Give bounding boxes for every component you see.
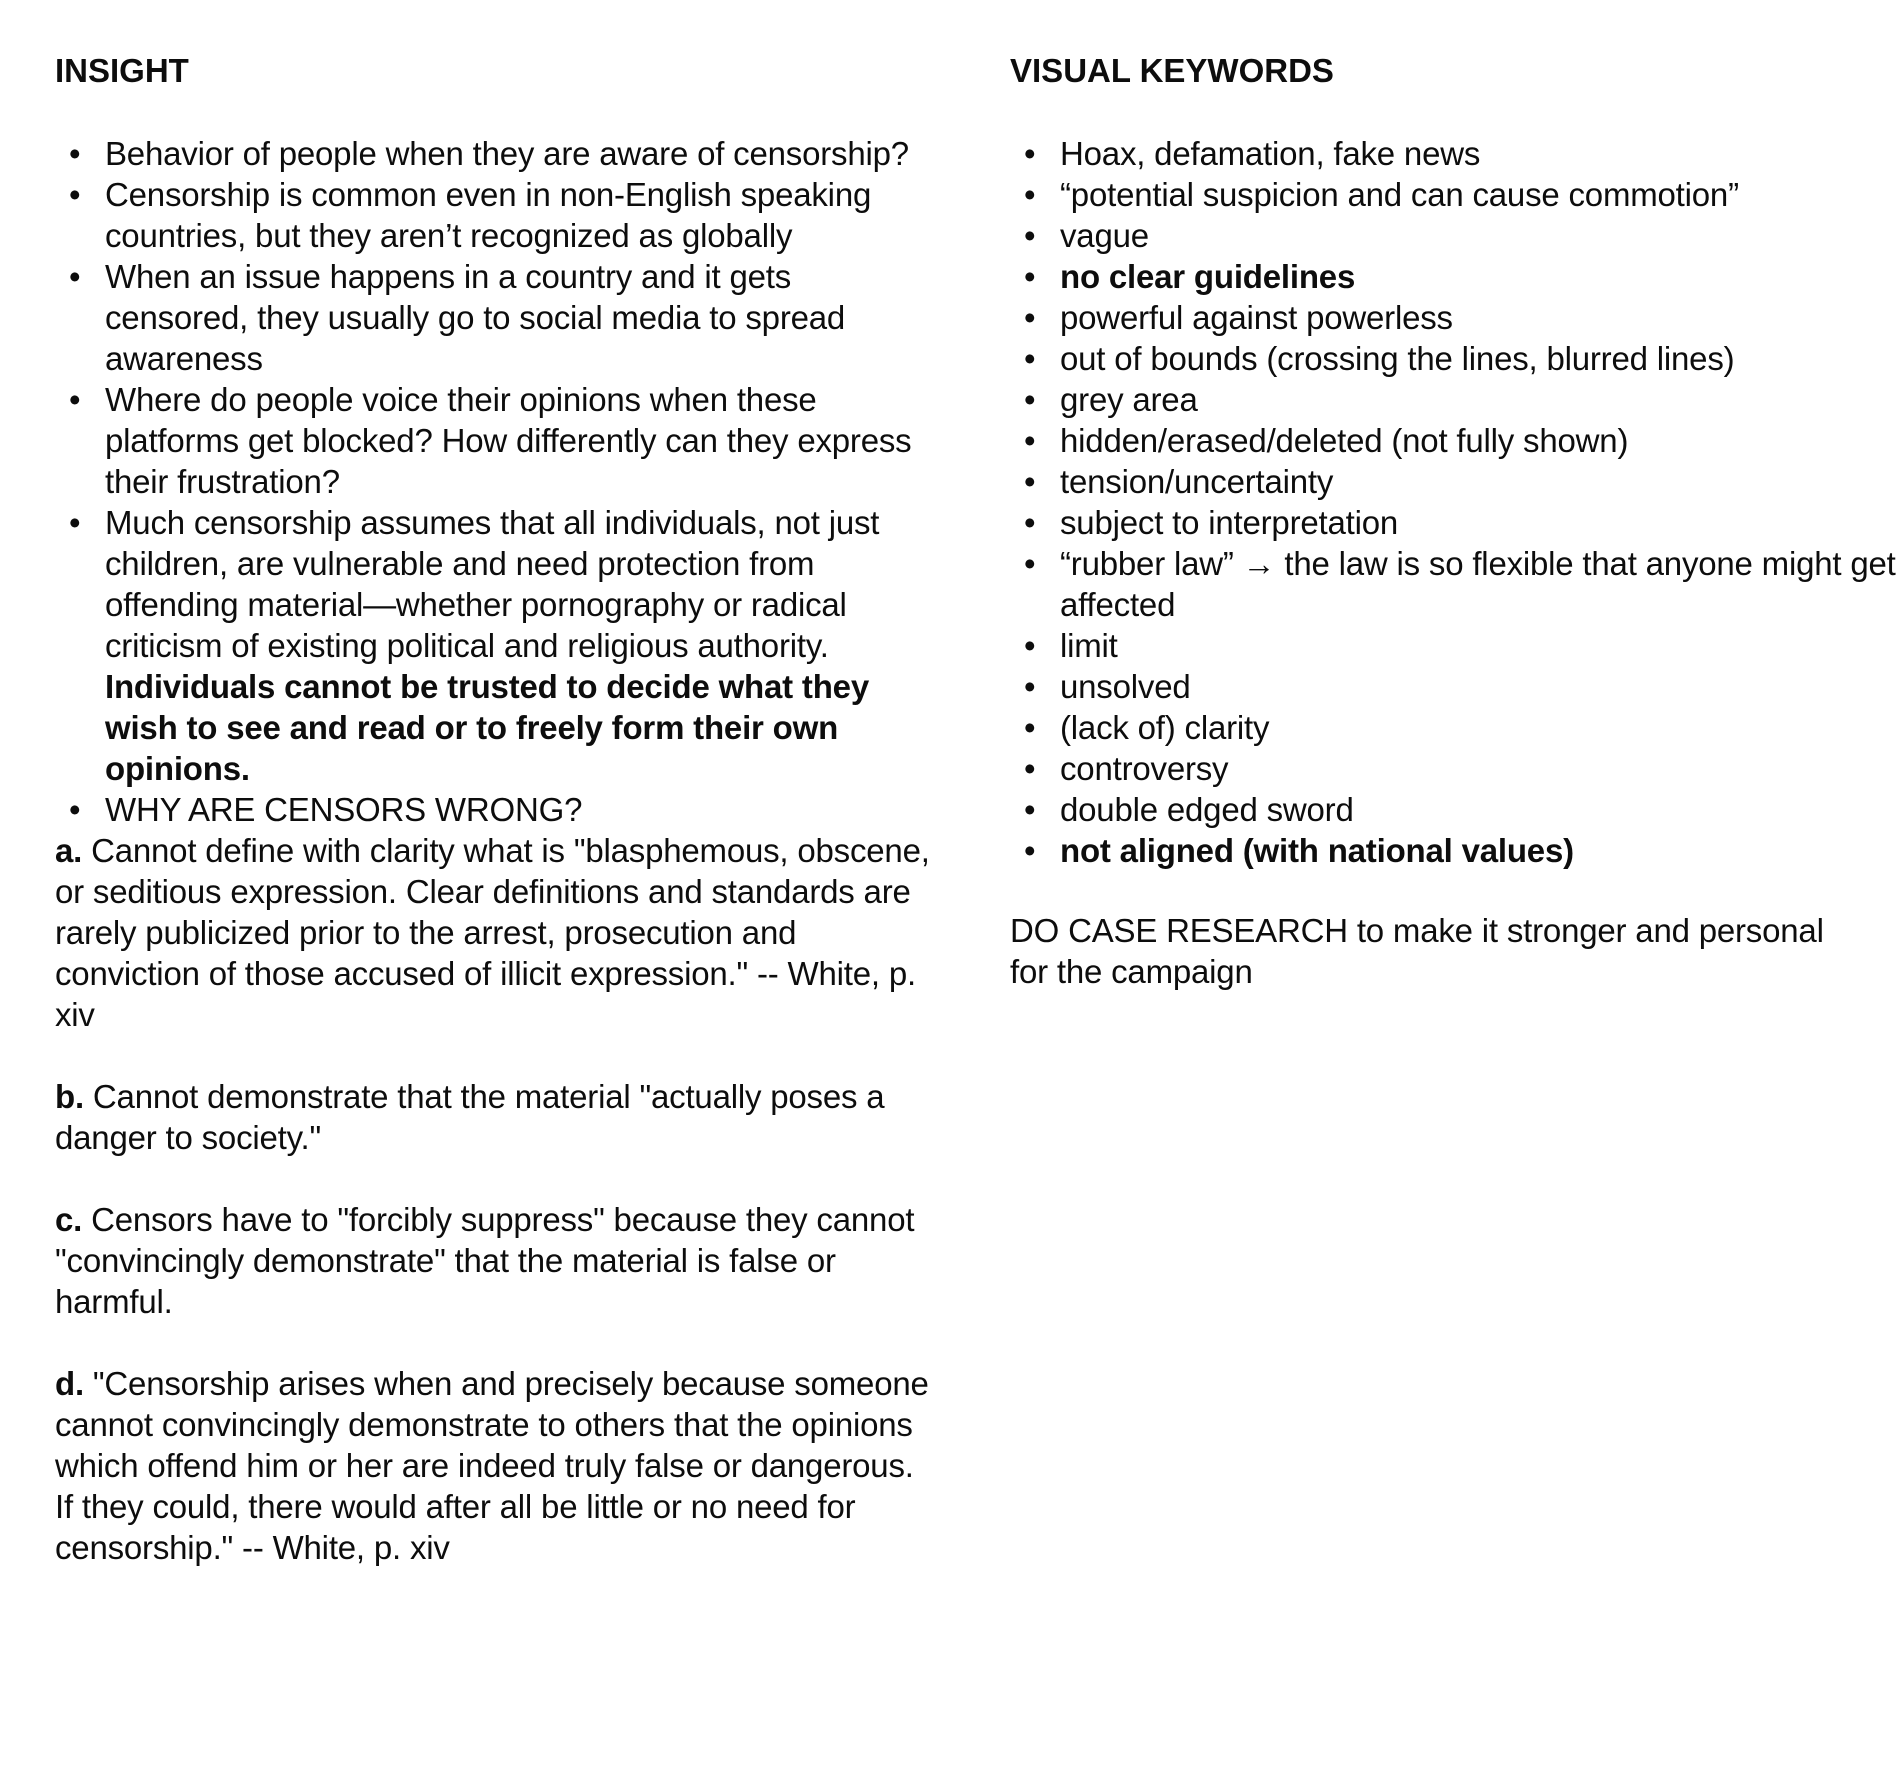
bullet-item: • powerful against powerless [1010,297,1900,338]
bullet-item: • Hoax, defamation, fake news [1010,133,1900,174]
case-research-note: DO CASE RESEARCH to make it stronger and personal for the campaign [1010,912,1824,990]
bullet-item: • grey area [1010,379,1900,420]
bullet-item: • controversy [1010,748,1900,789]
visual-keywords-list [1010,133,1900,871]
bullet-item: • vague [1010,215,1900,256]
bullet-item: • not aligned (with national values) [1010,830,1900,871]
bullet-item: • Where do people voice their opinions when these platforms get blocked? How differently can they express their frustration? [55,379,915,502]
bullet-item: • hidden/erased/deleted (not fully shown) [1010,420,1900,461]
censors-wrong-paragraphs [55,830,955,1568]
why-censors-wrong-list [55,789,955,830]
bullet-item: • out of bounds (crossing the lines, blurred lines) [1010,338,1900,379]
bullet-item: • limit [1010,625,1900,666]
bullet-item: • WHY ARE CENSORS WRONG? [55,789,915,830]
bullet-item: • tension/uncertainty [1010,461,1900,502]
lettered-paragraph: a. Cannot define with clarity what is "blasphemous, obscene, or seditious expression. Clear definitions and standards are rarely publicized prior to the arrest, prosecution and conviction of those accused of illicit expression." -- White, p. xiv [55,832,930,1033]
bullet-item: • double edged sword [1010,789,1900,830]
visual-keywords-section [1010,50,1900,1568]
bullet-item: • no clear guidelines [1010,256,1900,297]
insight-heading: INSIGHT [55,52,189,89]
bullet-item: • unsolved [1010,666,1900,707]
bullet-item: • Much censorship assumes that all individuals, not just children, are vulnerable and need protection from offending material—whether pornography or radical criticism of existing political and religious authority. Individuals cannot be trusted to decide what they wish to see and read or to freely form their own opinions. [55,502,915,789]
insight-bullet-list [55,133,955,789]
lettered-paragraph: b. Cannot demonstrate that the material "actually poses a danger to society." [55,1078,885,1156]
visual-keywords-heading: VISUAL KEYWORDS [1010,52,1334,89]
bullet-item: • Behavior of people when they are aware of censorship? [55,133,915,174]
bullet-item: • (lack of) clarity [1010,707,1900,748]
insight-section [55,50,955,1568]
bullet-item: • Censorship is common even in non-English speaking countries, but they aren’t recognized as globally [55,174,915,256]
bullet-item: • subject to interpretation [1010,502,1900,543]
bullet-item: • “potential suspicion and can cause commotion” [1010,174,1900,215]
lettered-paragraph: d. "Censorship arises when and precisely because someone cannot convincingly demonstrate to others that the opinions which offend him or her are indeed truly false or dangerous. If they could, there would after all be little or no need for censorship." -- White, p. xiv [55,1365,929,1566]
bullet-item: • “rubber law” → the law is so flexible that anyone might get affected [1010,543,1900,625]
bullet-item: • When an issue happens in a country and it gets censored, they usually go to social media to spread awareness [55,256,915,379]
lettered-paragraph: c. Censors have to "forcibly suppress" because they cannot "convincingly demonstrate" that the material is false or harmful. [55,1201,915,1320]
